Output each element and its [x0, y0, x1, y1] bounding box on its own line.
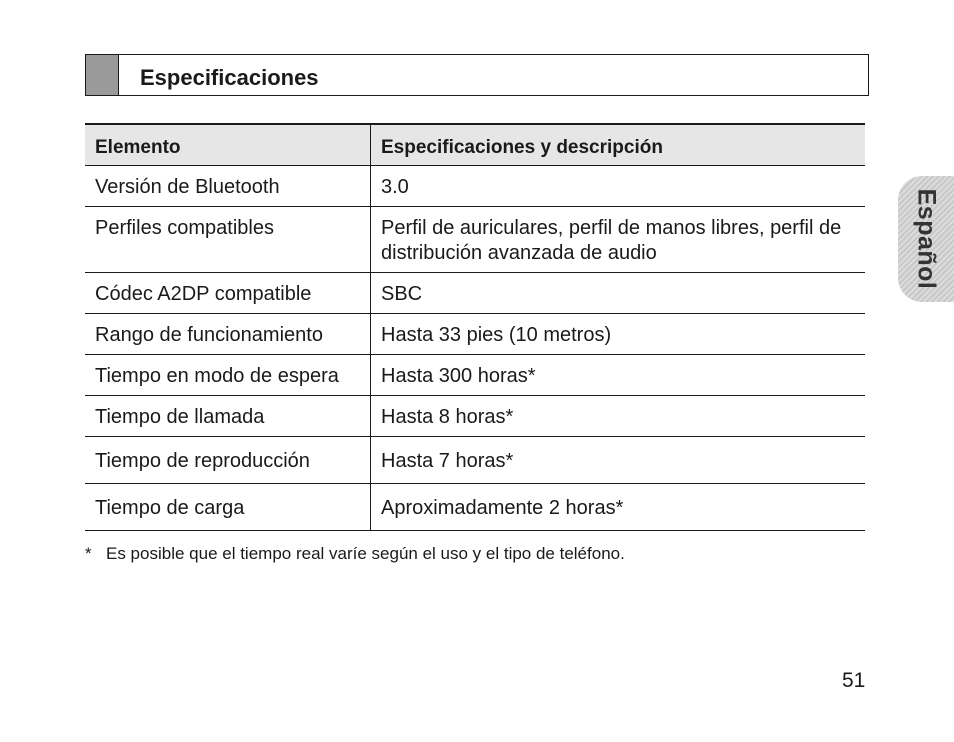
footnote-marker: * — [85, 544, 92, 563]
row-item: Versión de Bluetooth — [85, 166, 371, 207]
row-value: Hasta 8 horas* — [371, 396, 866, 437]
row-item: Tiempo de reproducción — [85, 437, 371, 484]
specifications-table — [85, 123, 865, 531]
row-item: Perfiles compatibles — [85, 207, 371, 273]
row-value: SBC — [371, 273, 866, 314]
table-row — [85, 396, 865, 437]
header-item: Elemento — [85, 124, 371, 166]
row-value: Perfil de auriculares, perfil de manos libres, perfil de distribución avanzada de audio — [371, 207, 866, 273]
section-title: Especificaciones — [140, 65, 319, 90]
row-item: Rango de funcionamiento — [85, 314, 371, 355]
footnote — [85, 543, 625, 565]
row-value: Aproximadamente 2 horas* — [371, 484, 866, 531]
footnote-text: Es posible que el tiempo real varíe según el uso y el tipo de teléfono. — [106, 544, 625, 563]
row-item: Tiempo de carga — [85, 484, 371, 531]
header-description: Especificaciones y descripción — [371, 124, 866, 166]
row-value: 3.0 — [371, 166, 866, 207]
row-value: Hasta 300 horas* — [371, 355, 866, 396]
table-row — [85, 484, 865, 531]
table-row — [85, 207, 865, 273]
row-value: Hasta 7 horas* — [371, 437, 866, 484]
table-row — [85, 314, 865, 355]
table-row — [85, 273, 865, 314]
section-marker — [86, 55, 119, 95]
table-row — [85, 355, 865, 396]
section-header — [85, 54, 869, 96]
row-item: Tiempo en modo de espera — [85, 355, 371, 396]
table-row — [85, 166, 865, 207]
language-tab-label: Español — [912, 188, 941, 290]
table-row — [85, 437, 865, 484]
row-item: Tiempo de llamada — [85, 396, 371, 437]
language-tab — [898, 176, 954, 302]
table-header-row — [85, 124, 865, 166]
row-value: Hasta 33 pies (10 metros) — [371, 314, 866, 355]
row-item: Códec A2DP compatible — [85, 273, 371, 314]
page-number: 51 — [842, 669, 866, 692]
